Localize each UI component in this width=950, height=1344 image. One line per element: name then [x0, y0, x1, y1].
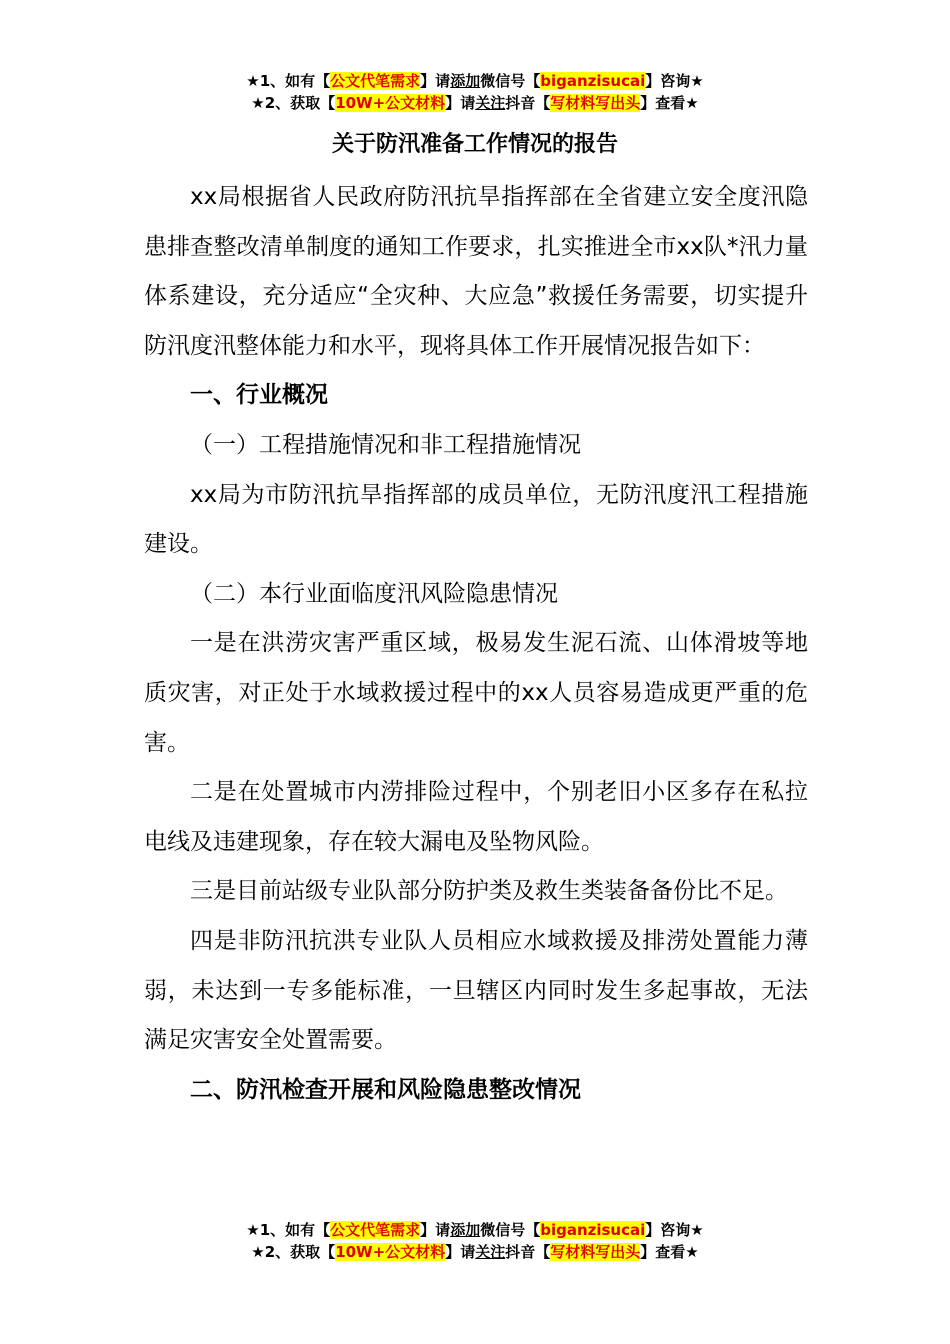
top-banner: [0, 70, 950, 114]
banner-text: 】请: [420, 72, 451, 90]
bottom-banner-line-1: [0, 1219, 950, 1241]
banner-underline: 关注: [475, 94, 506, 112]
banner-text: 】咨询★: [645, 72, 704, 90]
banner-highlight: 公文代笔需求: [330, 1221, 421, 1239]
top-banner-line-1: [0, 70, 950, 92]
top-banner-line-2: [0, 92, 950, 114]
document-title: 关于防汛准备工作情况的报告: [331, 132, 618, 157]
banner-highlight: 10W+公文材料: [335, 1243, 446, 1261]
bottom-banner-line-2: [0, 1241, 950, 1263]
banner-text: 】请: [445, 94, 476, 112]
paragraph: xx局为市防汛抗旱指挥部的成员单位，无防汛度汛工程措施建设。: [144, 481, 808, 558]
banner-text: ★1、如有【: [246, 72, 331, 90]
banner-wechat-id: biganzisucai: [540, 72, 646, 90]
banner-text: 】查看★: [640, 94, 699, 112]
banner-text: 微信号【: [480, 1221, 541, 1239]
banner-douyin-id: 写材料写出头: [550, 94, 641, 112]
banner-text: 抖音【: [505, 1243, 551, 1261]
banner-text: 】请: [445, 1243, 476, 1261]
paragraph: 二是在处置城市内涝排险过程中，个别老旧小区多存在私拉电线及违建现象，存在较大漏电及坠物风险。: [144, 779, 808, 855]
subsection-heading-1: （一）工程措施情况和非工程措施情况: [190, 431, 581, 458]
banner-text: ★2、获取【: [251, 1243, 336, 1261]
section-heading-2: 二、防汛检查开展和风险隐患整改情况: [190, 1076, 581, 1103]
section-heading-1: 一、行业概况: [190, 382, 328, 409]
banner-text: 】请: [420, 1221, 451, 1239]
banner-text: 抖音【: [505, 94, 551, 112]
paragraph-intro: xx局根据省人民政府防汛抗旱指挥部在全省建立安全度汛隐患排查整改清单制度的通知工作要求，扎实推进全市xx队*汛力量体系建设，充分适应“全灾种、大应急”救援任务需要，切实提升防汛度汛整体能力和水平，现将具体工作开展情况报告如下：: [144, 184, 808, 359]
banner-text: 】咨询★: [645, 1221, 704, 1239]
banner-text: 】查看★: [640, 1243, 699, 1261]
banner-text: 微信号【: [480, 72, 541, 90]
banner-underline: 添加: [450, 1221, 481, 1239]
paragraph: 四是非防汛抗洪专业队人员相应水域救援及排涝处置能力薄弱，未达到一专多能标准，一旦辖区内同时发生多起事故，无法满足灾害安全处置需要。: [144, 927, 808, 1054]
banner-wechat-id: biganzisucai: [540, 1221, 646, 1239]
banner-text: ★2、获取【: [251, 94, 336, 112]
bottom-banner: [0, 1219, 950, 1263]
banner-text: ★1、如有【: [246, 1221, 331, 1239]
subsection-heading-2: （二）本行业面临度汛风险隐患情况: [190, 580, 558, 607]
banner-highlight: 10W+公文材料: [335, 94, 446, 112]
banner-underline: 关注: [475, 1243, 506, 1261]
banner-underline: 添加: [450, 72, 481, 90]
paragraph: 一是在洪涝灾害严重区域，极易发生泥石流、山体滑坡等地质灾害，对正处于水域救援过程中的xx人员容易造成更严重的危害。: [144, 630, 808, 756]
banner-douyin-id: 写材料写出头: [550, 1243, 641, 1261]
paragraph: 三是目前站级专业队部分防护类及救生类装备备份比不足。: [190, 878, 788, 905]
banner-highlight: 公文代笔需求: [330, 72, 421, 90]
document-body: [144, 173, 808, 1115]
